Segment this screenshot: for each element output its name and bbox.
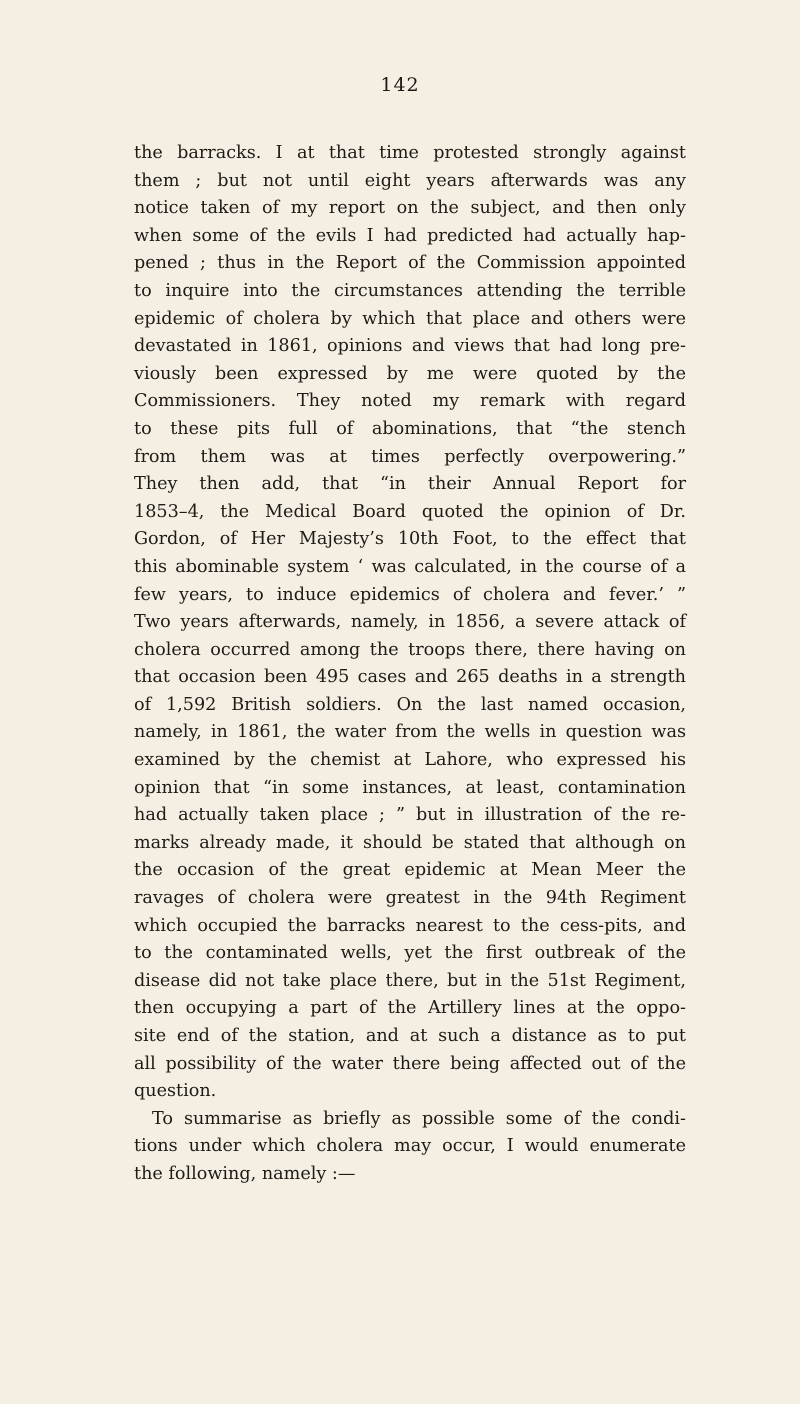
text-line: question. <box>134 1081 217 1102</box>
text-line: tions under which cholera may occur, I would enumerate <box>134 1136 686 1157</box>
text-line: the following, namely :— <box>134 1163 356 1184</box>
text-line: marks already made, it should be stated that although on <box>134 832 686 853</box>
text-line: namely, in 1861, the water from the wells in question was <box>134 722 686 743</box>
text-line: They then add, that “in their Annual Report for <box>134 474 686 495</box>
text-line: when some of the evils I had predicted had actually hap- <box>134 225 686 246</box>
text-line: to these pits full of abominations, that “the stench <box>134 418 686 439</box>
text-line: all possibility of the water there being affected out of the <box>134 1053 686 1074</box>
text-line: pened ; thus in the Report of the Commission appointed <box>134 253 686 274</box>
text-line: from them was at times perfectly overpowering.” <box>134 446 686 467</box>
text-line: Commissioners. They noted my remark with regard <box>134 391 686 412</box>
text-line: Gordon, of Her Majesty’s 10th Foot, to the effect that <box>134 529 686 550</box>
page-number: 142 <box>380 74 420 96</box>
text-line: the barracks. I at that time protested strongly against <box>134 143 686 163</box>
text-line: which occupied the barracks nearest to the cess-pits, and <box>134 915 686 936</box>
text-line: examined by the chemist at Lahore, who expressed his <box>134 750 686 771</box>
text-line: that occasion been 495 cases and 265 deaths in a strength <box>134 667 686 688</box>
text-line: epidemic of cholera by which that place and others were <box>134 308 686 329</box>
text-line: had actually taken place ; ” but in illustration of the re- <box>134 805 686 826</box>
text-line: site end of the station, and at such a distance as to put <box>134 1026 686 1046</box>
text-line: few years, to induce epidemics of cholera and fever.’ ” <box>134 584 686 605</box>
text-line: to the contaminated wells, yet the first outbreak of the <box>134 943 686 964</box>
text-line: the occasion of the great epidemic at Mean Meer the <box>134 860 686 881</box>
text-line: disease did not take place there, but in the 51st Regiment, <box>134 970 686 991</box>
body-text <box>134 140 686 1189</box>
text-line: devastated in 1861, opinions and views that had long pre- <box>134 336 686 357</box>
text-line: then occupying a part of the Artillery lines at the oppo- <box>134 998 686 1019</box>
text-line: To summarise as briefly as possible some of the condi- <box>152 1108 686 1129</box>
text-line: opinion that “in some instances, at least, contamination <box>134 777 686 798</box>
text-line: this abominable system ‘ was calculated, in the course of a <box>134 556 686 577</box>
text-line: to inquire into the circumstances attending the terrible <box>134 280 686 301</box>
text-line: notice taken of my report on the subject, and then only <box>134 198 686 219</box>
text-line: 1853–4, the Medical Board quoted the opinion of Dr. <box>134 501 686 522</box>
text-line: Two years afterwards, namely, in 1856, a severe attack of <box>134 612 686 633</box>
text-line: ravages of cholera were greatest in the 94th Regiment <box>134 888 686 909</box>
text-line: them ; but not until eight years afterwards was any <box>134 170 686 191</box>
text-line: cholera occurred among the troops there, there having on <box>134 639 686 660</box>
text-line: viously been expressed by me were quoted by the <box>134 363 686 384</box>
text-line: of 1,592 British soldiers. On the last named occasion, <box>134 694 686 715</box>
